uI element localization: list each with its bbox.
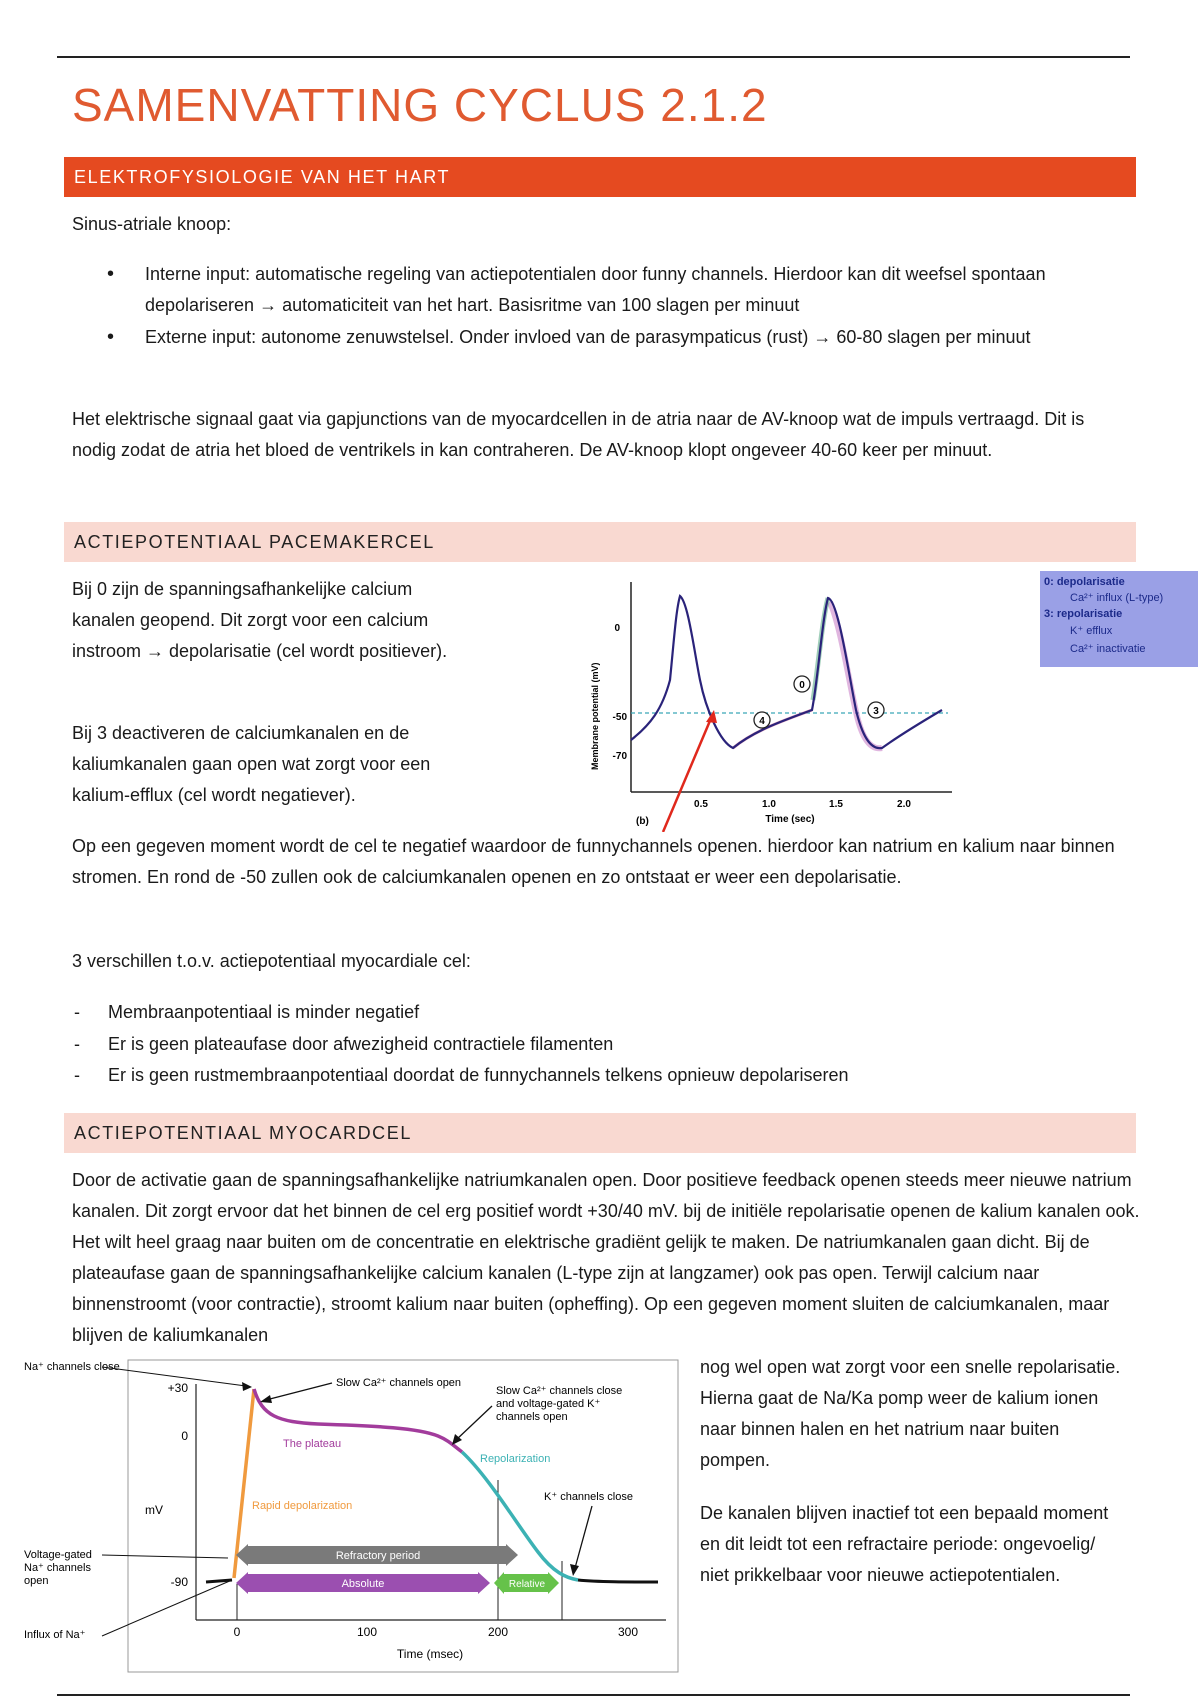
myo-phase-rapid: Rapid depolarization <box>252 1500 353 1512</box>
pacemaker-para-0: Bij 0 zijn de spanningsafhankelijke calcium kanalen geopend. Dit zorgt voor een calcium instroom → depolarisatie (cel wordt positiever). <box>72 579 448 661</box>
sa-node-bullets <box>72 259 1102 354</box>
myo-ann-slow-ca-open: Slow Ca²⁺ channels open <box>336 1377 462 1389</box>
myo-xlabel: Time (msec) <box>396 1647 464 1661</box>
difference-item: - Membraanpotentiaal is minder negatief <box>72 997 848 1029</box>
bullet-internal-input: • Interne input: automatische regeling van actiepotentialen door funny channels. Hierdoor kan dit weefsel spontaan depolariseren → automaticiteit van het hart. Basisritme van 100 slagen per minuut <box>72 259 1102 321</box>
pm-repol-highlight <box>830 602 882 748</box>
bullet-external-input: • Externe input: autonome zenuwstelsel. Onder invloed van de parasympaticus (rust) → 60-80 slagen per minuut <box>72 322 1102 353</box>
myo-bar-relative-label: Relative <box>508 1579 546 1590</box>
top-rule <box>57 56 1130 58</box>
pm-xtick-1.0: 1.0 <box>762 799 776 810</box>
difference-item: - Er is geen rustmembraanpotentiaal doordat de funnychannels telkens opnieuw depolariseren <box>72 1060 848 1092</box>
differences-list <box>72 997 848 1092</box>
pm-xlabel: Time (sec) <box>765 814 815 825</box>
myo-ytick-minus90: -90 <box>170 1575 188 1589</box>
pm-threshold-arrowhead <box>706 710 717 723</box>
myo-xtick-0: 0 <box>233 1625 241 1639</box>
myo-xtick-200: 200 <box>487 1625 509 1639</box>
pm-threshold-arrow <box>663 716 712 832</box>
section-heading-pacemaker: ACTIEPOTENTIAAL PACEMAKERCEL <box>64 522 1136 562</box>
myocyte-para-right-2: De kanalen blijven inactief tot een bepaald moment en dit leidt tot een refractaire periode: ongevoelig/ niet prikkelbaar voor nieuwe actiepotentialen. <box>700 1503 1109 1585</box>
legend-line-depol: 0: depolarisatie <box>1044 576 1125 588</box>
pm-marker-0-label: 0 <box>799 680 805 691</box>
pm-trace <box>631 596 942 748</box>
sa-node-intro: Sinus-atriale knoop: <box>72 214 232 234</box>
pm-ytick-minus70: -70 <box>612 751 627 762</box>
legend-line-ca-inact: Ca²⁺ inactivatie <box>1070 643 1146 655</box>
myo-ann-slow-ca-close-2: and voltage-gated K⁺ <box>496 1398 601 1410</box>
pm-panel-label: (b) <box>636 816 649 827</box>
pm-prepotential-highlight <box>733 710 812 748</box>
legend-line-repol: 3: repolarisatie <box>1044 608 1123 620</box>
bottom-rule <box>57 1694 1130 1696</box>
myo-ann-slow-ca-close-3: channels open <box>496 1411 568 1423</box>
section-heading-myocardcel: ACTIEPOTENTIAAL MYOCARDCEL <box>64 1113 1136 1153</box>
pm-ytick-0: 0 <box>614 623 620 634</box>
pm-marker-4-label: 4 <box>759 716 765 727</box>
av-node-paragraph: Het elektrische signaal gaat via gapjunctions van de myocardcellen in de atria naar de AV-knoop wat de impuls vertraagd. Dit is nodig zodat de atria het bloed de ventrikels in kan contraheren. De AV-knoop klopt ongeveer 40-60 keer per minuut. <box>72 409 1085 460</box>
myo-ann-vg-na-3: open <box>24 1575 49 1587</box>
page-title: SAMENVATTING CYCLUS 2.1.2 <box>72 79 768 131</box>
myo-ytick-0: 0 <box>181 1429 188 1443</box>
myo-phase-repol: Repolarization <box>480 1453 551 1465</box>
pacemaker-para-3: Bij 3 deactiveren de calciumkanalen en de kaliumkanalen gaan open wat zorgt voor een kalium-efflux (cel wordt negatiever). <box>72 723 431 805</box>
pm-xtick-2.0: 2.0 <box>897 799 911 810</box>
pm-ytick-minus50: -50 <box>612 712 627 723</box>
section-heading-elektrofysiologie: ELEKTROFYSIOLOGIE VAN HET HART <box>64 157 1136 197</box>
pm-ylabel: Membrane potential (mV) <box>590 662 600 770</box>
myo-ann-influx: Influx of Na⁺ <box>24 1629 86 1641</box>
legend-line-k-efflux: K⁺ efflux <box>1070 625 1113 637</box>
pacemaker-para-funny: Op een gegeven moment wordt de cel te negatief waardoor de funnychannels openen. hierdoor kan natrium en kalium naar binnen stromen. En rond de -50 zullen ook de calciumkanalen openen en zo ontstaat er weer een depolarisatie. <box>72 836 1115 887</box>
myo-bar-refractory-label: Refractory period <box>335 1550 421 1562</box>
pm-xtick-1.5: 1.5 <box>829 799 843 810</box>
myocyte-action-potential-figure <box>18 1356 684 1676</box>
pm-marker-3-label: 3 <box>873 706 879 717</box>
myocyte-para-top: Door de activatie gaan de spanningsafhankelijke natriumkanalen open. Door positieve feedback openen steeds meer nieuwe natrium kanalen. Dit zorgt ervoor dat het binnen de cel erg positief wordt +30/40 mV. bij de initiële repolarisatie openen de kalium kanalen ook. Het wilt heel graag naar buiten om de concentratie en elektrische gradiënt gelijk te maken. De natriumkanalen gaan dicht. Bij de plateaufase gaan de spanningsafhankelijke calcium kanalen (L-type zijn at langzamer) ook pas open. Terwijl calcium naar binnenstroomt (voor contractie), stroomt kalium naar buiten (opheffing). Op een gegeven moment sluiten de calciumkanalen, maar blijven de kaliumkanalen <box>72 1170 1140 1345</box>
myo-xtick-100: 100 <box>356 1625 378 1639</box>
myo-ytick-plus30: +30 <box>167 1381 188 1395</box>
myo-ann-k-close: K⁺ channels close <box>544 1491 633 1503</box>
myo-ann-vg-na-2: Na⁺ channels <box>24 1562 91 1574</box>
myo-xtick-300: 300 <box>617 1625 639 1639</box>
pacemaker-legend-box <box>1040 571 1198 667</box>
myo-ann-vg-na-1: Voltage-gated <box>24 1549 92 1561</box>
myo-ann-slow-ca-close-1: Slow Ca²⁺ channels close <box>496 1385 623 1397</box>
pm-xtick-0.5: 0.5 <box>694 799 708 810</box>
myo-ylabel: mV <box>145 1503 163 1517</box>
myo-ann-na-close-1: Na⁺ channels close <box>24 1361 120 1373</box>
myo-phase-plateau: The plateau <box>283 1438 342 1450</box>
pacemaker-action-potential-figure <box>580 570 970 832</box>
myo-bar-absolute-label: Absolute <box>341 1578 385 1590</box>
difference-item: - Er is geen plateaufase door afwezigheid contractiele filamenten <box>72 1029 848 1061</box>
legend-line-ca-influx: Ca²⁺ influx (L-type) <box>1070 592 1164 604</box>
myocyte-para-right-1: nog wel open wat zorgt voor een snelle repolarisatie. Hierna gaat de Na/Ka pomp weer de kalium ionen naar binnen halen en het natrium naar buiten pompen. <box>700 1357 1121 1470</box>
differences-intro: 3 verschillen t.o.v. actiepotentiaal myocardiale cel: <box>72 951 471 971</box>
